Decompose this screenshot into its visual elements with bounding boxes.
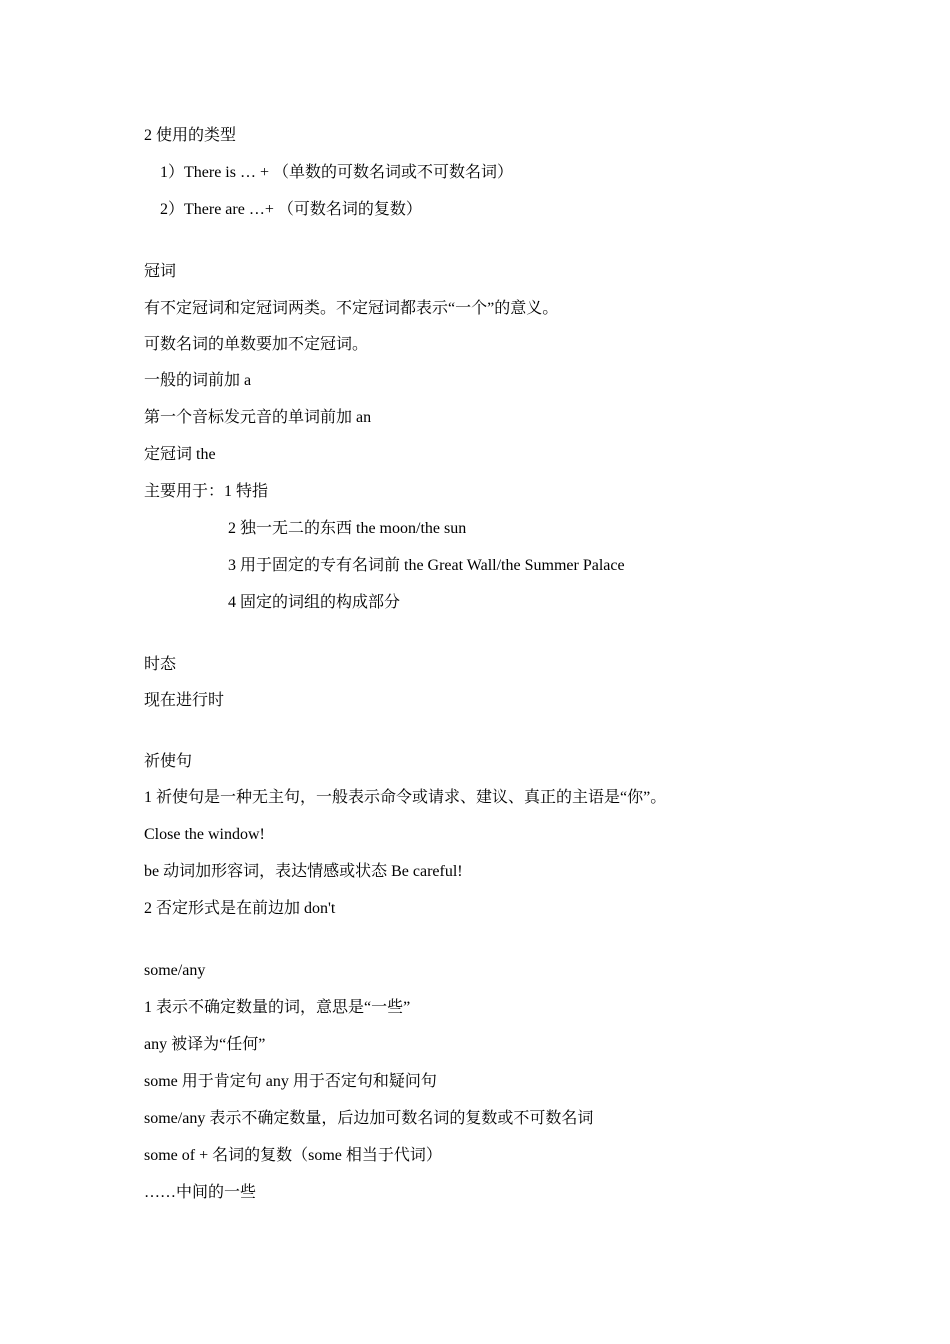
- articles-line-2: 可数名词的单数要加不定冠词。: [144, 336, 369, 353]
- tense-line-1: 现在进行时: [144, 692, 225, 709]
- articles-line-4: 第一个音标发元音的单词前加 an: [144, 409, 372, 426]
- imperative-line-3: be 动词加形容词，表达情感或状态 Be careful!: [144, 863, 463, 880]
- articles-line-5: 定冠词 the: [144, 446, 216, 463]
- usage-item-1: 1）There is … + （单数的可数名词或不可数名词）: [160, 164, 514, 181]
- section-usage-heading: 2 使用的类型: [144, 127, 237, 144]
- imperative-line-2: Close the window!: [144, 826, 265, 843]
- imperative-line-4: 2 否定形式是在前边加 don't: [144, 900, 336, 917]
- articles-line-3: 一般的词前加 a: [144, 372, 252, 389]
- articles-sub-item-4: 4 固定的词组的构成部分: [228, 594, 401, 611]
- some-any-line-4: some/any 表示不确定数量，后边加可数名词的复数或不可数名词: [144, 1110, 594, 1127]
- articles-line-6: 主要用于：1 特指: [144, 483, 269, 500]
- articles-sub-item-2: 2 独一无二的东西 the moon/the sun: [228, 520, 467, 537]
- some-any-line-6: ……中间的一些: [144, 1184, 257, 1201]
- section-imperative-heading: 祈使句: [144, 753, 193, 770]
- some-any-line-3: some 用于肯定句 any 用于否定句和疑问句: [144, 1073, 437, 1090]
- some-any-line-2: any 被译为“任何”: [144, 1036, 266, 1053]
- imperative-line-1: 1 祈使句是一种无主句，一般表示命令或请求、建议、真正的主语是“你”。: [144, 789, 667, 806]
- articles-line-1: 有不定冠词和定冠词两类。不定冠词都表示“一个”的意义。: [144, 300, 559, 317]
- some-any-line-5: some of + 名词的复数（some 相当于代词）: [144, 1147, 442, 1164]
- section-some-any-heading: some/any: [144, 962, 206, 979]
- some-any-line-1: 1 表示不确定数量的词，意思是“一些”: [144, 999, 411, 1016]
- usage-item-2: 2）There are …+ （可数名词的复数）: [160, 201, 422, 218]
- articles-sub-item-3: 3 用于固定的专有名词前 the Great Wall/the Summer Palace: [228, 557, 625, 574]
- section-articles-heading: 冠词: [144, 263, 177, 280]
- section-tense-heading: 时态: [144, 656, 177, 673]
